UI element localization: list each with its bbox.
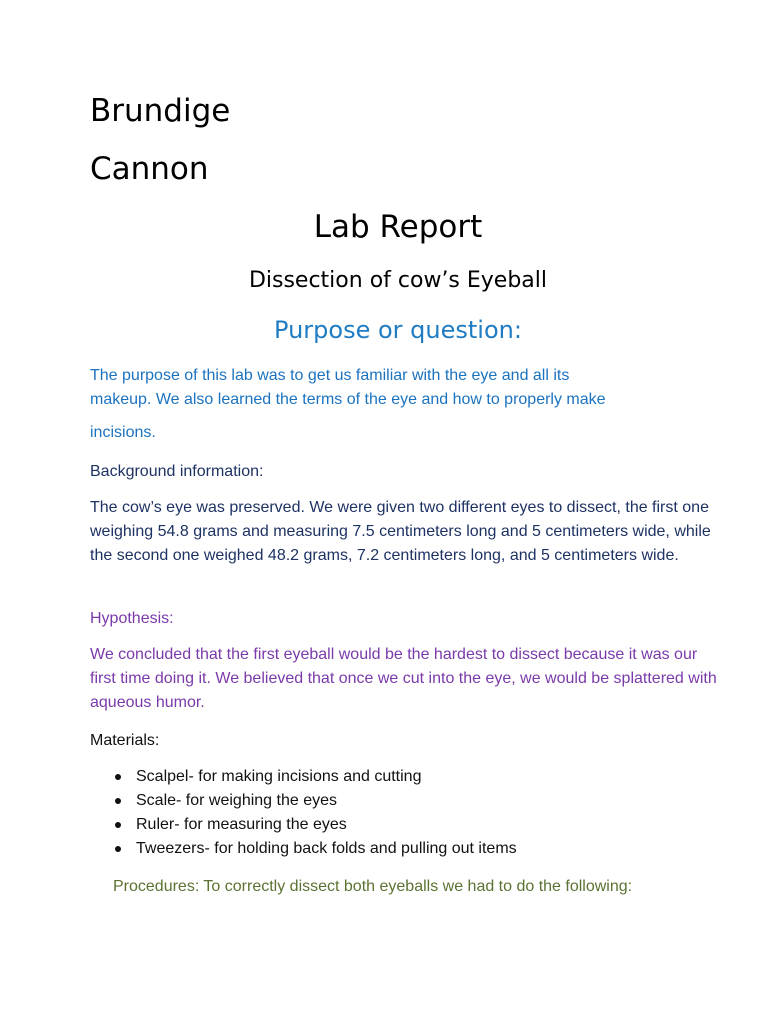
background-heading: Background information: (90, 463, 264, 480)
list-item (90, 813, 690, 837)
list-item (90, 789, 690, 813)
author-name: Brundige (90, 93, 231, 129)
list-item-text: Scale- for weighing the eyes (136, 792, 337, 809)
hypothesis-text: We concluded that the first eyeball would be the hardest to dissect because it was our first time doing it. We believed that once we cut into the eye, we would be splattered with aqueous humor. (90, 646, 717, 711)
list-item-text: Tweezers- for holding back folds and pulling out items (136, 840, 517, 857)
materials-list (90, 765, 690, 861)
bullet-icon (115, 822, 121, 828)
purpose-text-line: makeup. We also learned the terms of the eye and how to properly make (90, 391, 606, 408)
purpose-heading: Purpose or question: (274, 316, 522, 344)
report-title: Lab Report (313, 209, 483, 245)
list-item-text: Ruler- for measuring the eyes (136, 816, 347, 833)
report-subtitle: Dissection of cow’s Eyeball (248, 268, 548, 293)
bullet-icon (115, 798, 121, 804)
list-item (90, 837, 690, 861)
bullet-icon (115, 774, 121, 780)
procedures-text: Procedures: To correctly dissect both eyeballs we had to do the following: (113, 878, 633, 895)
background-text: The cow’s eye was preserved. We were given two different eyes to dissect, the first one weighing 54.8 grams and measuring 7.5 centimeters long and 5 centimeters wide, while the second one weighed 48.2 grams, 7.2 centimeters long, and 5 centimeters wide. (90, 499, 711, 564)
purpose-text-line: incisions. (90, 424, 156, 441)
hypothesis-heading: Hypothesis: (90, 610, 174, 627)
purpose-text-line: The purpose of this lab was to get us familiar with the eye and all its (90, 367, 570, 384)
list-item (90, 765, 690, 789)
bullet-icon (115, 846, 121, 852)
list-item-text: Scalpel- for making incisions and cutting (136, 768, 422, 785)
materials-heading: Materials: (90, 732, 160, 749)
author-name: Cannon (90, 151, 209, 187)
